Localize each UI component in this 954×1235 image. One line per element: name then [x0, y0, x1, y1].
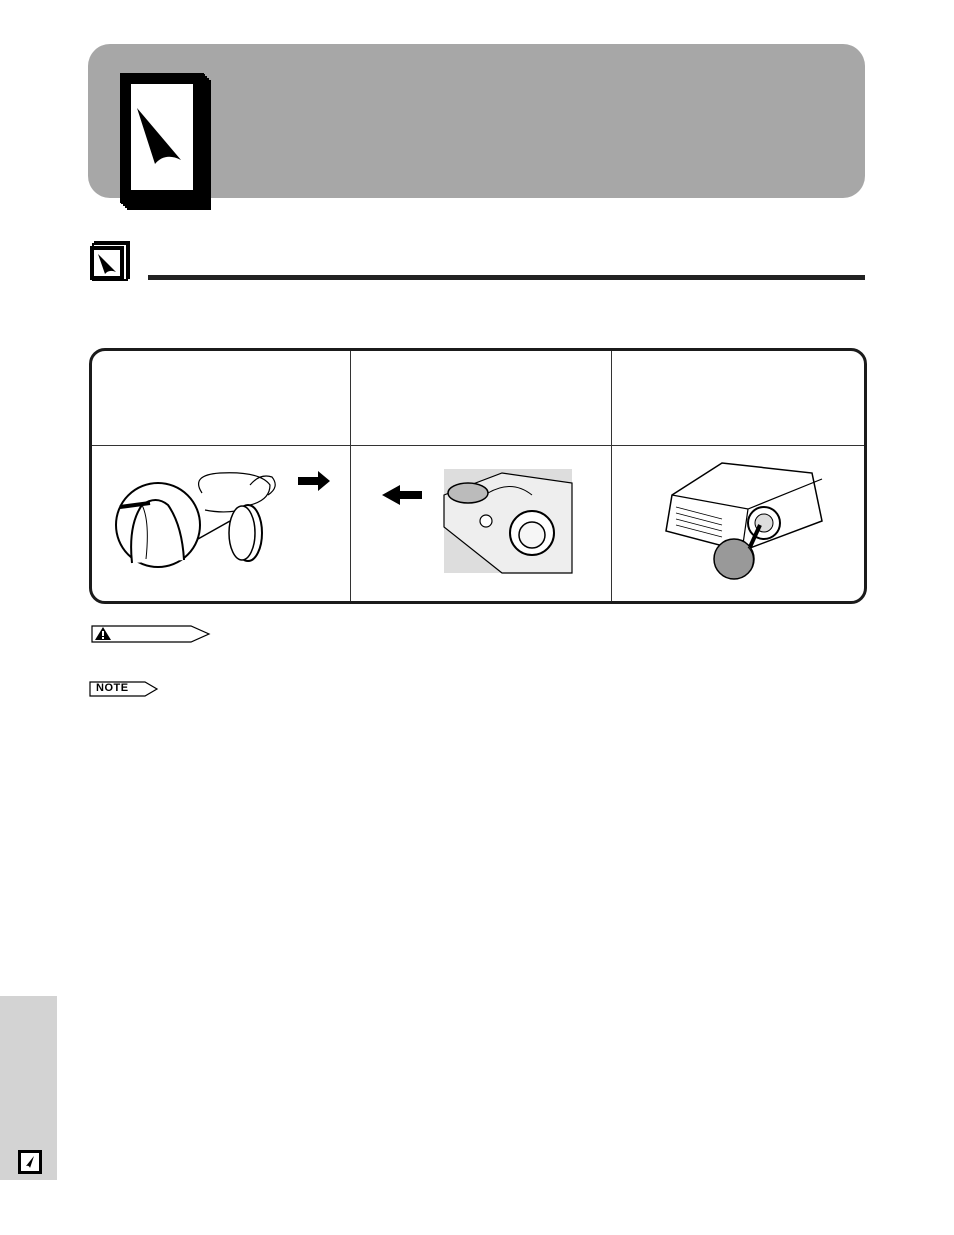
- column-divider: [611, 351, 612, 601]
- lens-cap-strap-attachment: [110, 455, 340, 575]
- note-label: [89, 681, 159, 697]
- column-divider: [350, 351, 351, 601]
- corner-arrow-pages-icon: [119, 72, 215, 217]
- chapter-banner: [88, 44, 865, 198]
- note-label-text: NOTE: [96, 682, 129, 694]
- corner-arrow-small-icon: [18, 1150, 42, 1174]
- projector-cap-strap-pull-left: [382, 455, 582, 575]
- projector-lens-cap-attach: [652, 455, 832, 585]
- caution-label: [91, 625, 211, 643]
- section-underline: [148, 275, 865, 280]
- corner-arrow-page-icon: [89, 240, 131, 282]
- row-divider: [92, 445, 864, 446]
- lens-cap-steps-table: [89, 348, 867, 604]
